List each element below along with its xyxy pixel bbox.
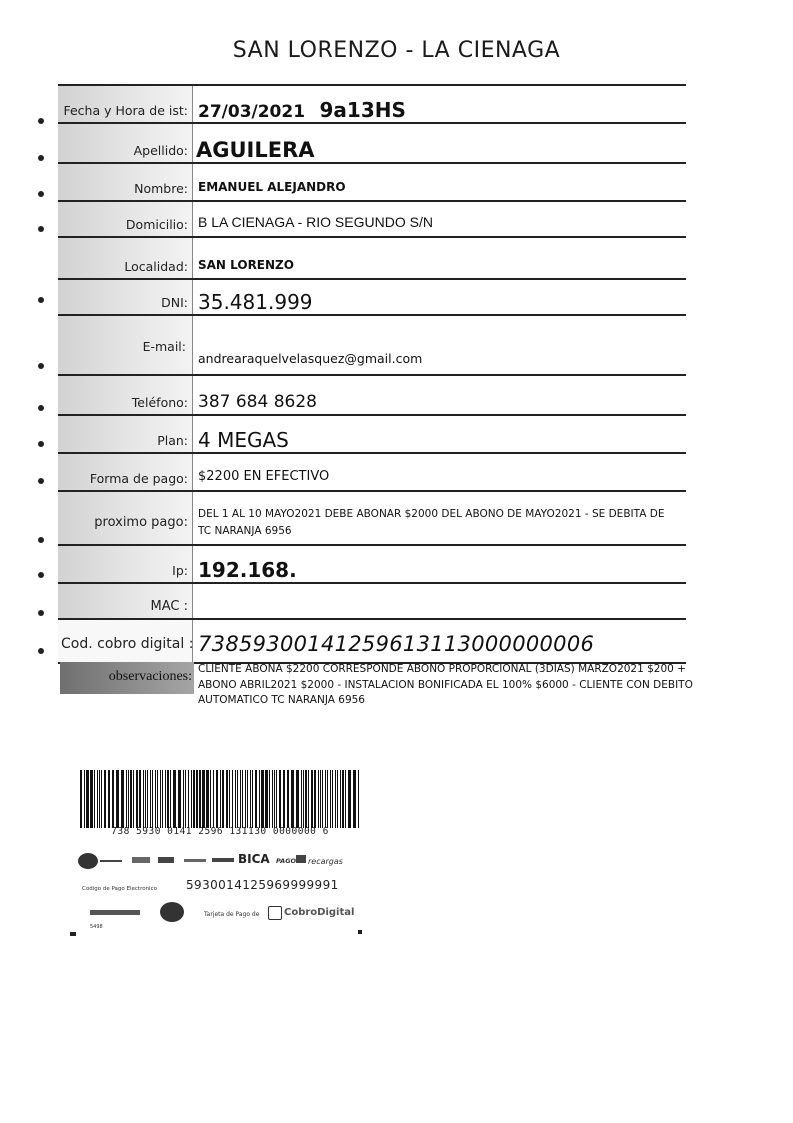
pay-code: 5930014125969999991 <box>186 878 339 892</box>
barcode-bar <box>90 770 93 828</box>
field-label: Nombre: <box>134 181 188 196</box>
row-localidad <box>58 236 686 280</box>
barcode-bar <box>291 770 294 828</box>
barcode-bar <box>314 770 316 828</box>
barcode-bar <box>259 770 260 828</box>
barcode-bar <box>348 770 351 828</box>
barcode-bar <box>193 770 195 828</box>
barcode-bar <box>240 770 241 828</box>
logo-bica: BICA <box>238 852 270 866</box>
barcode-bar <box>97 770 98 828</box>
forma-pago-value: $2200 EN EFECTIVO <box>198 469 330 484</box>
barcode-bar <box>301 770 302 828</box>
logo-mark-icon <box>132 857 150 863</box>
row-fecha <box>58 84 686 124</box>
dni-value: 35.481.999 <box>198 290 313 314</box>
barcode <box>78 770 362 830</box>
card-label: Tarjeta de Pago de <box>204 911 260 918</box>
barcode-bar <box>242 770 243 828</box>
barcode-bar <box>245 770 246 828</box>
apellido-value: AGUILERA <box>196 138 315 162</box>
barcode-bar <box>150 770 151 828</box>
client-form <box>58 84 686 664</box>
bullet-icon <box>38 405 44 411</box>
email-value: andrearaquelvelasquez@gmail.com <box>198 351 423 366</box>
barcode-bar <box>216 770 218 828</box>
barcode-bar <box>128 770 129 828</box>
barcode-bar <box>279 770 281 828</box>
barcode-bar <box>202 770 205 828</box>
barcode-bar <box>126 770 127 828</box>
logo-circle-icon <box>78 853 98 869</box>
barcode-bar <box>147 770 148 828</box>
card-logo-icon <box>268 906 282 920</box>
barcode-bar <box>145 770 146 828</box>
barcode-bar <box>272 770 273 828</box>
domicilio-value: B LA CIENAGA - RIO SEGUNDO S/N <box>198 214 433 230</box>
barcode-bar <box>308 770 309 828</box>
barcode-bar <box>220 770 221 828</box>
observaciones-text: CLIENTE ABONA $2200 CORRESPONDE ABONO PROPORCIONAL (3DIAS) MARZO2021 $200 + ABONO ABRIL2021 $2000 - INSTALACION BONIFICADA EL 100% $6000 - CLIENTE CON DEBITO AUTOMATICO TC NARANJA 6956 <box>198 663 693 706</box>
barcode-bar <box>84 770 85 828</box>
proximo-pago-value: DEL 1 AL 10 MAYO2021 DEBE ABONAR $2000 DEL ABONO DE MAYO2021 - SE DEBITA DE TC NARANJA 6956 <box>198 508 665 537</box>
barcode-number: 738 5930 0141 2596 131130 0000000 6 <box>111 826 329 837</box>
barcode-bar <box>167 770 169 828</box>
telefono-value: 387 684 8628 <box>198 392 317 412</box>
barcode-bar <box>342 770 344 828</box>
barcode-bar <box>235 770 236 828</box>
barcode-bar <box>332 770 333 828</box>
barcode-bar <box>133 770 134 828</box>
barcode-bar <box>162 770 163 828</box>
barcode-bar <box>121 770 124 828</box>
barcode-bar <box>206 770 209 828</box>
barcode-bar <box>178 770 181 828</box>
barcode-bar <box>232 770 233 828</box>
barcode-bar <box>337 770 338 828</box>
observaciones-block <box>60 662 700 722</box>
field-label: Domicilio: <box>125 217 188 232</box>
barcode-bar <box>155 770 156 828</box>
page-title: SAN LORENZO - LA CIENAGA <box>232 38 561 63</box>
row-nombre <box>58 162 686 202</box>
fecha-value: 27/03/2021 <box>198 102 306 122</box>
field-label: Localidad: <box>124 259 188 274</box>
barcode-bar <box>269 770 270 828</box>
field-label: Apellido: <box>133 143 188 158</box>
row-cod-cobro <box>58 618 686 664</box>
bullet-icon <box>38 118 44 124</box>
payment-coupon <box>70 762 366 936</box>
barcode-bar <box>143 770 144 828</box>
row-plan <box>58 414 686 454</box>
field-label: E-mail: <box>142 339 186 354</box>
barcode-bar <box>340 770 341 828</box>
barcode-bar <box>276 770 277 828</box>
pay-code-label: Codigo de Pago Electronico <box>82 886 157 892</box>
logo-mark-icon <box>296 855 306 863</box>
barcode-bar <box>287 770 289 828</box>
barcode-bar <box>229 770 230 828</box>
card-brand: CobroDigital <box>284 907 355 918</box>
row-email <box>58 314 686 376</box>
barcode-bar <box>255 770 257 828</box>
barcode-bar <box>247 770 248 828</box>
barcode-bar <box>318 770 319 828</box>
barcode-bar <box>226 770 228 828</box>
barcode-bar <box>108 770 110 828</box>
barcode-bar <box>296 770 299 828</box>
bullet-icon <box>38 478 44 484</box>
barcode-bar <box>327 770 328 828</box>
row-telefono <box>58 374 686 416</box>
logo-mark-icon <box>100 860 122 862</box>
barcode-bar <box>152 770 153 828</box>
barcode-bar <box>322 770 323 828</box>
barcode-bar <box>237 770 238 828</box>
barcode-bar <box>199 770 201 828</box>
field-label: MAC : <box>150 599 188 614</box>
plan-value: 4 MEGAS <box>198 428 289 452</box>
bullet-icon <box>38 572 44 578</box>
field-label: Plan: <box>157 433 188 448</box>
barcode-bar <box>104 770 106 828</box>
bullet-icon <box>38 297 44 303</box>
barcode-bar <box>303 770 304 828</box>
barcode-bar <box>165 770 166 828</box>
barcode-bar <box>136 770 138 828</box>
field-label: Teléfono: <box>131 395 188 410</box>
bullet-icon <box>38 610 44 616</box>
coupon-small-number: 5498 <box>90 924 103 930</box>
barcode-bar <box>173 770 176 828</box>
hora-value: 9a13HS <box>319 98 406 122</box>
barcode-bar <box>358 770 359 828</box>
barcode-bar <box>252 770 253 828</box>
barcode-bar <box>222 770 224 828</box>
row-forma-pago <box>58 452 686 492</box>
row-domicilio <box>58 200 686 238</box>
row-mac <box>58 582 686 620</box>
observaciones-label: observaciones: <box>108 669 192 684</box>
bullet-icon <box>38 191 44 197</box>
barcode-bar <box>330 770 331 828</box>
barcode-bar <box>353 770 356 828</box>
bullet-icon <box>38 648 44 654</box>
barcode-bar <box>320 770 321 828</box>
barcode-bar <box>170 770 171 828</box>
row-proximo-pago <box>58 490 686 546</box>
barcode-bar <box>213 770 214 828</box>
logo-circle-icon <box>160 902 184 922</box>
bullet-icon <box>38 226 44 232</box>
barcode-bar <box>325 770 326 828</box>
barcode-bar <box>185 770 186 828</box>
barcode-bar <box>160 770 161 828</box>
barcode-bar <box>210 770 211 828</box>
row-ip <box>58 544 686 584</box>
field-label: Fecha y Hora de ist: <box>63 103 188 118</box>
payment-logos <box>78 850 358 872</box>
bullet-icon <box>38 363 44 369</box>
barcode-bar <box>157 770 158 828</box>
barcode-bar <box>196 770 198 828</box>
corner-mark-icon <box>358 930 362 934</box>
localidad-value: SAN LORENZO <box>198 258 294 272</box>
row-dni <box>58 278 686 316</box>
barcode-bar <box>345 770 346 828</box>
logo-mark-icon <box>184 859 206 862</box>
ip-value: 192.168. <box>198 558 297 582</box>
logo-pago: PAGO <box>276 857 297 865</box>
barcode-bar <box>335 770 336 828</box>
cod-cobro-value: 73859300141259613113000000006 <box>198 632 595 656</box>
barcode-bar <box>101 770 102 828</box>
logo-mark-icon <box>212 858 234 862</box>
bullet-icon <box>38 441 44 447</box>
barcode-bar <box>130 770 132 828</box>
logo-mark-icon <box>158 857 174 863</box>
barcode-bar <box>94 770 95 828</box>
barcode-bar <box>80 770 82 828</box>
logo-recargas: recargas <box>308 857 343 866</box>
bullet-icon <box>38 155 44 161</box>
barcode-bar <box>188 770 189 828</box>
barcode-bar <box>191 770 192 828</box>
barcode-bar <box>274 770 275 828</box>
field-label: Cod. cobro digital : <box>61 636 194 652</box>
corner-mark-icon <box>70 932 76 936</box>
barcode-bar <box>116 770 119 828</box>
barcode-bar <box>250 770 251 828</box>
field-label: Ip: <box>172 563 188 578</box>
barcode-bar <box>183 770 184 828</box>
logo-mark-icon <box>90 910 140 915</box>
field-label: DNI: <box>161 295 188 310</box>
field-label: proximo pago: <box>94 515 188 530</box>
nombre-value: EMANUEL ALEJANDRO <box>198 180 346 194</box>
barcode-bar <box>283 770 285 828</box>
barcode-bar <box>99 770 100 828</box>
field-label: Forma de pago: <box>89 471 188 486</box>
row-apellido <box>58 122 686 164</box>
barcode-bar <box>265 770 268 828</box>
barcode-bar <box>112 770 114 828</box>
barcode-bar <box>86 770 89 828</box>
barcode-bar <box>261 770 264 828</box>
barcode-bar <box>139 770 141 828</box>
bullet-icon <box>38 537 44 543</box>
barcode-bar <box>311 770 313 828</box>
barcode-bar <box>305 770 307 828</box>
